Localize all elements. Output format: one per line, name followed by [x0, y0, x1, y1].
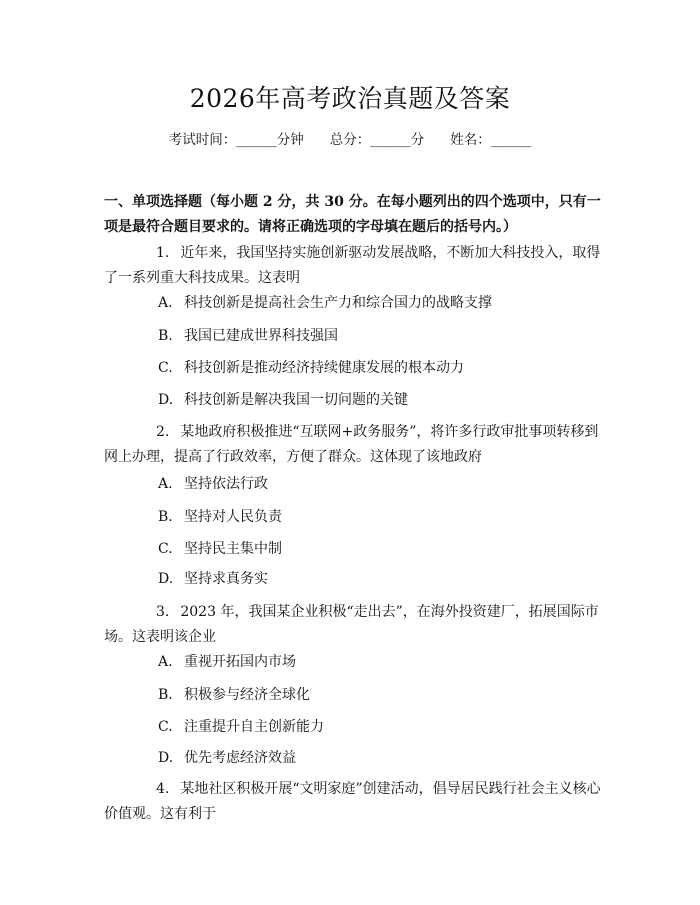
option-text: 坚持对人民负责 — [184, 509, 282, 525]
section-heading: 一、单项选择题（每小题 2 分，共 30 分。在每小题列出的四个选项中，只有一项是最符合题目要求的。请将正确选项的字母填在题后的括号内。） — [104, 194, 601, 235]
question-stem: 某地政府积极推进“互联网+政务服务”，将许多行政审批事项转移到网上办理，提高了行政效率，方便了群众。这体现了该地政府 — [104, 424, 599, 465]
exam-time-field: 考试时间：______分钟 — [168, 132, 304, 148]
question-number: 1. — [156, 245, 170, 261]
option-text: 重视开拓国内市场 — [184, 654, 296, 670]
option-letter: A. — [158, 654, 173, 670]
question-2-option-a — [158, 472, 598, 497]
page-title: 2026年高考政治真题及答案 — [189, 84, 511, 113]
question-1 — [104, 241, 604, 291]
name-field: 姓名：______ — [450, 132, 532, 148]
option-text: 科技创新是推动经济持续健康发展的根本动力 — [184, 360, 464, 376]
question-stem: 2023 年，我国某企业积极“走出去”，在海外投资建厂，拓展国际市场。这表明该企业 — [104, 604, 599, 645]
option-text: 积极参与经济全球化 — [184, 687, 310, 703]
option-letter: B. — [158, 687, 173, 703]
exam-meta — [0, 130, 700, 150]
question-2-option-c — [158, 537, 598, 562]
option-letter: D. — [158, 571, 174, 587]
question-1-option-b — [158, 324, 598, 349]
option-text: 坚持求真务实 — [184, 571, 268, 587]
option-text: 坚持依法行政 — [184, 476, 268, 492]
option-text: 坚持民主集中制 — [184, 541, 282, 557]
question-2-option-b — [158, 505, 598, 530]
option-letter: B. — [158, 328, 173, 344]
question-1-option-d — [158, 388, 598, 413]
option-text: 科技创新是提高社会生产力和综合国力的战略支撑 — [184, 295, 492, 311]
question-4 — [104, 777, 604, 827]
option-letter: A. — [158, 476, 173, 492]
option-text: 科技创新是解决我国一切问题的关键 — [184, 392, 408, 408]
question-2-option-d — [158, 567, 598, 592]
option-letter: C. — [158, 360, 173, 376]
question-number: 2. — [156, 424, 170, 440]
total-score-field: 总分：______分 — [329, 132, 425, 148]
question-3-option-a — [158, 650, 598, 675]
option-letter: D. — [158, 392, 174, 408]
question-number: 3. — [156, 604, 170, 620]
question-3-option-c — [158, 715, 598, 740]
option-text: 优先考虑经济效益 — [184, 750, 296, 766]
question-3-option-d — [158, 746, 598, 771]
question-number: 4. — [156, 781, 170, 797]
question-3 — [104, 600, 604, 650]
option-letter: C. — [158, 541, 173, 557]
question-2 — [104, 420, 604, 470]
option-letter: C. — [158, 719, 173, 735]
question-1-option-c — [158, 356, 598, 381]
option-letter: B. — [158, 509, 173, 525]
option-letter: A. — [158, 295, 173, 311]
question-1-option-a — [158, 291, 598, 316]
option-text: 注重提升自主创新能力 — [184, 719, 324, 735]
option-text: 我国已建成世界科技强国 — [184, 328, 338, 344]
question-3-option-b — [158, 683, 598, 708]
question-stem: 近年来，我国坚持实施创新驱动发展战略，不断加大科技投入，取得了一系列重大科技成果。这表明 — [104, 245, 601, 286]
question-stem: 某地社区积极开展“文明家庭”创建活动，倡导居民践行社会主义核心价值观。这有利于 — [104, 781, 601, 822]
option-letter: D. — [158, 750, 174, 766]
